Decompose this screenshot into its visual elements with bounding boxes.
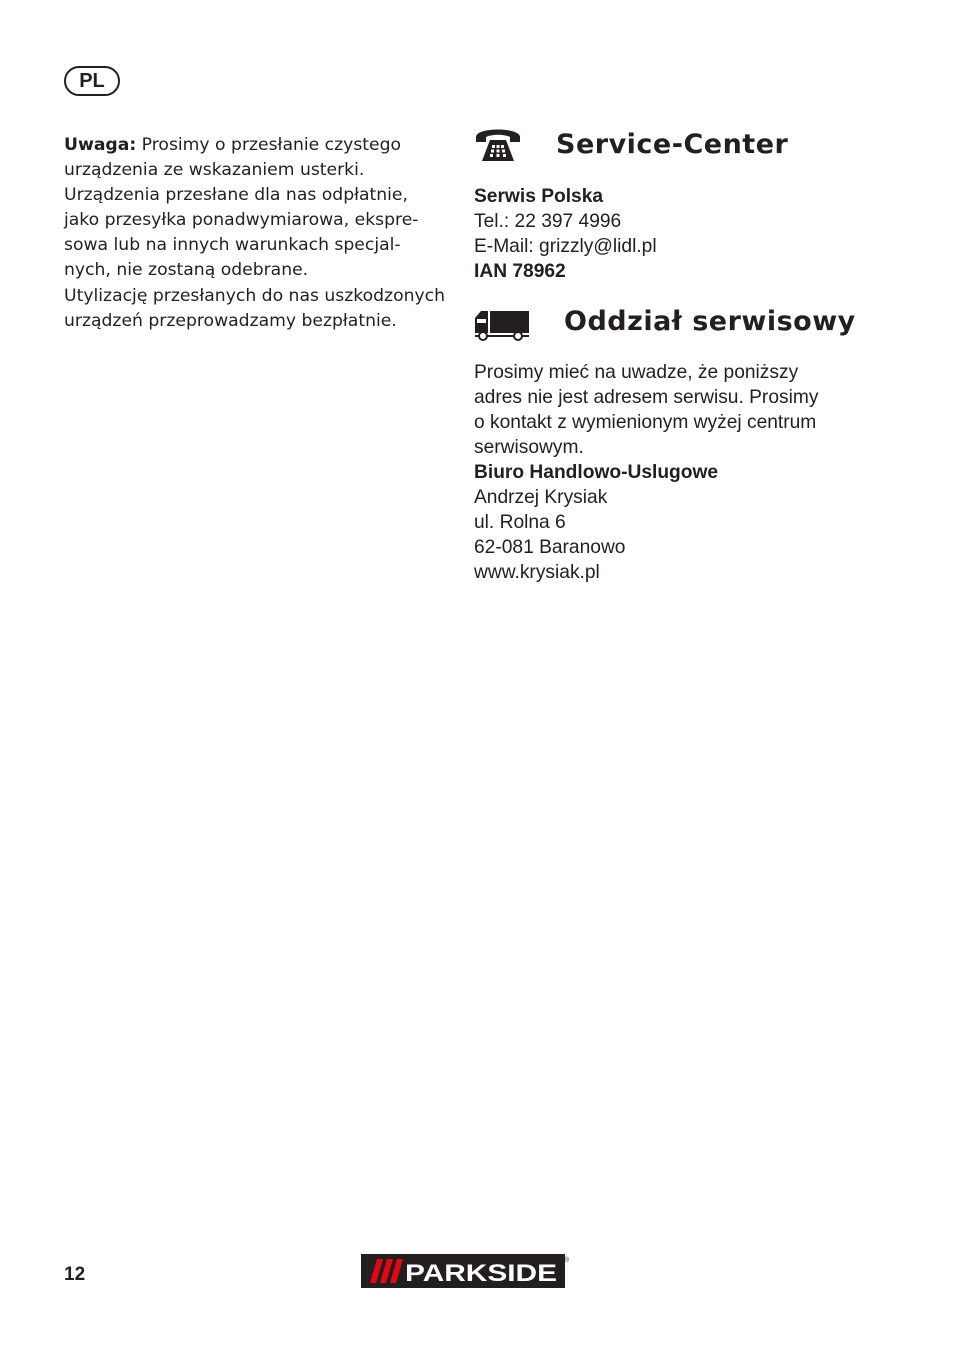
branch-address-line: ul. Rolna 6: [474, 512, 566, 533]
service-company: Serwis Polska: [474, 186, 604, 207]
notice-line: nych, nie zostaną odebrane.: [64, 260, 309, 281]
notice-line: [64, 133, 454, 158]
branch-note-line: serwisowym.: [474, 437, 584, 458]
service-email: E-Mail: grizzly@lidl.pl: [474, 236, 657, 257]
truck-icon: [474, 300, 530, 342]
notice-line: Utylizację przesłanych do nas uszkodzonych: [64, 285, 445, 306]
notice-label: Uwaga:: [64, 135, 137, 155]
branch-note-line: Prosimy mieć na uwadze, że poniższy: [474, 362, 799, 383]
telephone-icon: [474, 124, 522, 164]
notice-line: Urządzenia przesłane dla nas odpłatnie,: [64, 185, 408, 206]
notice-section: [64, 133, 454, 334]
branch-title: Oddział serwisowy: [564, 305, 856, 337]
branch-website: www.krysiak.pl: [474, 562, 600, 583]
branch-info: [474, 360, 894, 585]
branch-note-line: adres nie jest adresem serwisu. Prosimy: [474, 387, 819, 408]
branch-address-line: Andrzej Krysiak: [474, 487, 608, 508]
service-center-contact: [474, 184, 894, 284]
branch-address-line: 62-081 Baranowo: [474, 537, 626, 558]
notice-text: Prosimy o przesłanie czystego: [136, 135, 402, 155]
service-center-heading: [474, 124, 788, 164]
branch-heading: [474, 300, 856, 342]
service-phone: Tel.: 22 397 4996: [474, 211, 622, 232]
brand-name: PARKSIDE: [405, 1260, 557, 1287]
language-badge: PL: [64, 66, 120, 96]
notice-line: jako przesyłka ponadwymiarowa, ekspre-: [64, 210, 419, 231]
notice-line: sowa lub na innych warunkach specjal-: [64, 235, 401, 256]
branch-company: Biuro Handlowo-Uslugowe: [474, 462, 719, 483]
notice-line: urządzeń przeprowadzamy bezpłatnie.: [64, 310, 397, 331]
trademark-symbol: ®: [564, 1257, 569, 1264]
page-number: 12: [64, 1264, 86, 1285]
ian-number: IAN 78962: [474, 261, 566, 282]
parkside-logo: [361, 1254, 569, 1288]
service-center-title: Service-Center: [556, 128, 789, 160]
branch-note-line: o kontakt z wymienionym wyżej centrum: [474, 412, 817, 433]
notice-line: urządzenia ze wskazaniem usterki.: [64, 160, 365, 181]
